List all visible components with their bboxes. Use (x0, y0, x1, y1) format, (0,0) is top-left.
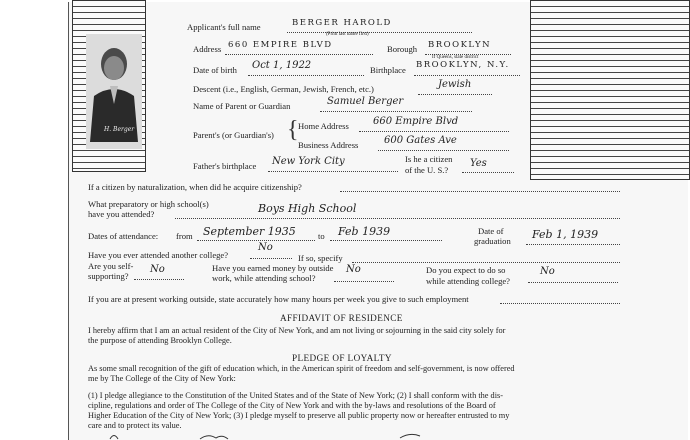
pledge-intro-1: As some small recognition of the gift of education which, in the American spirit of freedom and self-government, is now offered (88, 364, 515, 373)
address-brace: { (287, 117, 299, 143)
full-name-line (287, 32, 472, 33)
self-support-line (134, 279, 184, 280)
to-line (330, 240, 442, 241)
borough-label: Borough (387, 44, 418, 54)
affidavit-title: AFFIDAVIT OF RESIDENCE (280, 313, 403, 323)
self-support-value: No (150, 264, 165, 275)
dob-label: Date of birth (193, 65, 237, 75)
citizen-label-2: of the U. S.? (405, 165, 449, 175)
to-value: Feb 1939 (338, 225, 391, 238)
address-value: 660 EMPIRE BLVD (228, 40, 333, 50)
from-line (197, 240, 315, 241)
home-address-value: 660 Empire Blvd (373, 116, 459, 127)
pledge-title: PLEDGE OF LOYALTY (292, 353, 392, 363)
signature-marks (100, 430, 460, 440)
to-label: to (318, 231, 325, 241)
borough-value: BROOKLYN (428, 40, 492, 50)
earned-line (334, 281, 394, 282)
father-birthplace-label: Father's birthplace (193, 161, 257, 171)
descent-label: Descent (i.e., English, German, Jewish, French, etc.) (193, 84, 374, 94)
dates-label: Dates of attendance: (88, 231, 159, 241)
affidavit-line-1: I hereby affirm that I am an actual resident of the City of New York, and am not living or sojourning in the said city solely for (88, 326, 506, 335)
school-label-2: have you attended? (88, 209, 155, 219)
affidavit-line-2: the purpose of attending Brooklyn College. (88, 336, 232, 345)
self-support-label-2: supporting? (88, 271, 129, 281)
full-name-label: Applicant's full name (187, 22, 261, 32)
pledge-line-4: care and to protect its value. (88, 421, 182, 430)
earned-label-1: Have you earned money by outside (212, 263, 334, 273)
full-name-value: BERGER HAROLD (292, 18, 392, 28)
address-line (225, 54, 373, 55)
business-address-label: Business Address (298, 140, 359, 150)
earned-label-2: work, while attending school? (212, 273, 316, 283)
working-label: If you are at present working outside, state accurately how many hours per week you give to such employment (88, 294, 469, 304)
svg-text:H. Berger: H. Berger (104, 126, 135, 133)
father-birthplace-line (268, 171, 398, 172)
specify-label: If so, specify (298, 253, 343, 263)
dob-line (248, 75, 364, 76)
self-support-label-1: Are you self- (88, 261, 134, 271)
address-label: Address (193, 44, 222, 54)
pledge-line-1: (1) I pledge allegiance to the Constitution of the United States and of the State of New York; (2) I shall conform with the dis- (88, 391, 503, 400)
expect-value: No (540, 266, 555, 277)
parent-value: Samuel Berger (327, 96, 404, 107)
grad-value: Feb 1, 1939 (532, 228, 599, 241)
birthplace-line (414, 75, 520, 76)
pledge-intro-2: me by The College of the City of New York: (88, 374, 236, 383)
lined-box-right (530, 0, 690, 180)
full-name-note: (Print last name first) (326, 32, 369, 37)
expect-line (528, 282, 618, 283)
school-value: Boys High School (258, 202, 357, 215)
grad-label-1: Date of (478, 226, 504, 236)
parent-label: Name of Parent or Guardian (193, 101, 291, 111)
expect-label-2: while attending college? (426, 276, 510, 286)
citizen-label-1: Is he a citizen (405, 154, 453, 164)
naturalization-label: If a citizen by naturalization, when did he acquire citizenship? (88, 182, 302, 192)
other-college-line (250, 258, 292, 259)
father-birthplace-value: New York City (272, 156, 345, 167)
business-address-line (378, 150, 509, 151)
from-value: September 1935 (203, 225, 296, 238)
birthplace-value: BROOKLYN, N.Y. (416, 60, 510, 70)
dob-value: Oct 1, 1922 (252, 60, 312, 71)
expect-label-1: Do you expect to do so (426, 265, 506, 275)
pledge-line-2: cipline, regulations and order of The College of the City of New York and with the by-laws and resolutions of the Board of (88, 401, 496, 410)
pledge-line-3: Higher Education of the City of New York; (3) I pledge myself to preserve all public property now or hereafter entrusted to my (88, 411, 510, 420)
from-label: from (176, 231, 193, 241)
descent-line (418, 94, 492, 95)
school-line (175, 218, 620, 219)
parent-line (320, 111, 472, 112)
home-address-label: Home Address (298, 121, 349, 131)
citizen-line (462, 172, 514, 173)
grad-line (526, 244, 620, 245)
descent-value: Jewish (438, 79, 472, 90)
working-line (500, 303, 620, 304)
business-address-value: 600 Gates Ave (384, 135, 457, 146)
birthplace-label: Birthplace (370, 65, 406, 75)
borough-note: If Queens, state district (432, 55, 479, 60)
citizen-value: Yes (470, 158, 487, 169)
grad-label-2: graduation (474, 236, 511, 246)
earned-value: No (346, 264, 361, 275)
parents-label: Parent's (or Guardian's) (193, 130, 274, 140)
home-address-line (359, 131, 509, 132)
specify-line (352, 262, 620, 263)
other-college-label: Have you ever attended another college? (88, 250, 229, 260)
applicant-photo (86, 34, 142, 149)
school-label-1: What preparatory or high school(s) (88, 199, 209, 209)
other-college-value: No (258, 242, 273, 253)
naturalization-line (340, 191, 620, 192)
